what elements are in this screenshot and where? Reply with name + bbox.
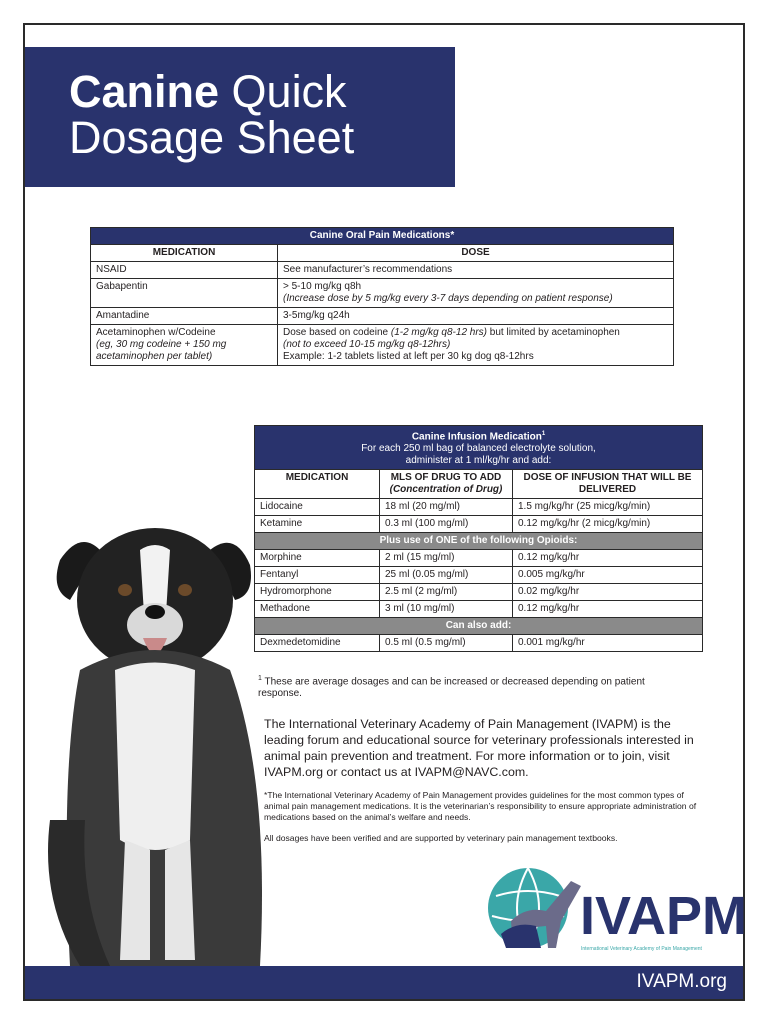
table-row xyxy=(91,262,674,279)
table-row xyxy=(255,584,703,601)
mls-cell: 2 ml (15 mg/ml) xyxy=(380,550,513,567)
dose-cell xyxy=(278,279,674,308)
infusion-dose-cell: 0.02 mg/kg/hr xyxy=(513,584,703,601)
dose-cell xyxy=(278,325,674,366)
mls-cell: 3 ml (10 mg/ml) xyxy=(380,601,513,618)
table-row xyxy=(91,279,674,308)
infusion-subtitle-2: administer at 1 ml/kg/hr and add: xyxy=(405,455,552,467)
medication-cell: Dexmedetomidine xyxy=(255,635,380,652)
infusion-dose-cell: 0.001 mg/kg/hr xyxy=(513,635,703,652)
medication-cell xyxy=(91,325,278,366)
dose-example: Example: 1-2 tablets listed at left per 30 kg dog q8-12hrs xyxy=(283,351,534,362)
infusion-table-caption xyxy=(255,426,703,470)
footnote-mark: 1 xyxy=(258,675,262,682)
logo-tagline: International Veterinary Academy of Pain Management xyxy=(581,946,702,952)
table-row xyxy=(91,308,674,325)
footnote xyxy=(258,673,678,700)
table-row xyxy=(255,635,703,652)
column-header-dose: DOSE xyxy=(278,245,674,262)
infusion-dose-cell: 0.12 mg/kg/hr xyxy=(513,550,703,567)
infusion-title: Canine Infusion Medication$^1$ xyxy=(411,431,546,443)
dose-cell: See manufacturer’s recommendations xyxy=(278,262,674,279)
infusion-medication-table xyxy=(254,425,703,652)
title-line-1: Canine Quick xyxy=(69,66,347,117)
footer-bar xyxy=(25,966,743,999)
medication-cell: Lidocaine xyxy=(255,499,380,516)
medication-cell: Amantadine xyxy=(91,308,278,325)
footnote-text: These are average dosages and can be increased or decreased depending on patient response. xyxy=(258,676,645,700)
dose-text: > 5-10 mg/kg q8h xyxy=(283,281,362,292)
medication-cell: NSAID xyxy=(91,262,278,279)
column-header-infusion-dose: DOSE OF INFUSION THAT WILL BE DELIVERED xyxy=(513,470,703,499)
oral-table-caption: Canine Oral Pain Medications* xyxy=(91,228,674,245)
mls-cell: 0.5 ml (0.5 mg/ml) xyxy=(380,635,513,652)
dose-text: Dose based on codeine (1-2 mg/kg q8-12 hrs) but limited by acetaminophen xyxy=(283,327,620,338)
infusion-subtitle: For each 250 ml bag of balanced electrolyte solution, xyxy=(361,443,596,455)
opioids-section-header: Plus use of ONE of the following Opioids: xyxy=(255,533,703,550)
medication-cell: Morphine xyxy=(255,550,380,567)
mls-cell: 25 ml (0.05 mg/ml) xyxy=(380,567,513,584)
dose-cell: 3-5mg/kg q24h xyxy=(278,308,674,325)
table-row xyxy=(255,516,703,533)
about-paragraph: The International Veterinary Academy of Pain Management (IVAPM) is the leading forum and educational source for veterinary professionals interested in animal pain prevention and treatment. For more information or to join, visit IVAPM.org or contact us at IVAPM@NAVC.com. xyxy=(264,717,694,779)
medication-cell: Ketamine xyxy=(255,516,380,533)
column-header-medication: MEDICATION xyxy=(255,470,380,499)
also-add-section-header: Can also add: xyxy=(255,618,703,635)
table-row xyxy=(255,567,703,584)
title-line-2: Dosage Sheet xyxy=(69,112,355,163)
dose-note: (Increase dose by 5 mg/kg every 3-7 days depending on patient response) xyxy=(283,293,613,304)
table-row xyxy=(255,550,703,567)
table-row xyxy=(255,601,703,618)
mls-cell: 2.5 ml (2 mg/ml) xyxy=(380,584,513,601)
column-header-mls: MLS OF DRUG TO ADD (Concentration of Drug) xyxy=(380,470,513,499)
column-header-medication: MEDICATION xyxy=(91,245,278,262)
infusion-dose-cell: 0.12 mg/kg/hr (2 micg/kg/min) xyxy=(513,516,703,533)
logo-wordmark: IVAPM xyxy=(580,886,748,946)
dose-note: (not to exceed 10-15 mg/kg q8-12hrs) xyxy=(283,339,451,350)
medication-cell: Gabapentin xyxy=(91,279,278,308)
infusion-dose-cell: 0.005 mg/kg/hr xyxy=(513,567,703,584)
table-row xyxy=(255,499,703,516)
infusion-dose-cell: 1.5 mg/kg/hr (25 micg/kg/min) xyxy=(513,499,703,516)
oral-medications-table xyxy=(90,227,674,366)
infusion-dose-cell: 0.12 mg/kg/hr xyxy=(513,601,703,618)
mls-cell: 0.3 ml (100 mg/ml) xyxy=(380,516,513,533)
footer-url-link[interactable]: IVAPM.org xyxy=(636,971,727,992)
dog-photo xyxy=(40,520,270,966)
medication-cell: Fentanyl xyxy=(255,567,380,584)
medication-cell: Methadone xyxy=(255,601,380,618)
medication-name: Acetaminophen w/Codeine xyxy=(96,327,216,338)
ivapm-logo xyxy=(486,866,748,956)
title-banner xyxy=(25,47,455,187)
medication-note: (eg, 30 mg codeine + 150 mg acetaminophen per tablet) xyxy=(96,339,227,362)
disclaimer-text: *The International Veterinary Academy of Pain Management provides guidelines for the most common types of animal pain management medications. It is the veterinarian’s responsibility to ensure appropriate administration of medications based on the animal’s welfare and needs. xyxy=(264,790,697,822)
mls-cell: 18 ml (20 mg/ml) xyxy=(380,499,513,516)
medication-cell: Hydromorphone xyxy=(255,584,380,601)
table-row xyxy=(91,325,674,366)
verification-note: All dosages have been verified and are supported by veterinary pain management textbooks. xyxy=(264,833,618,843)
